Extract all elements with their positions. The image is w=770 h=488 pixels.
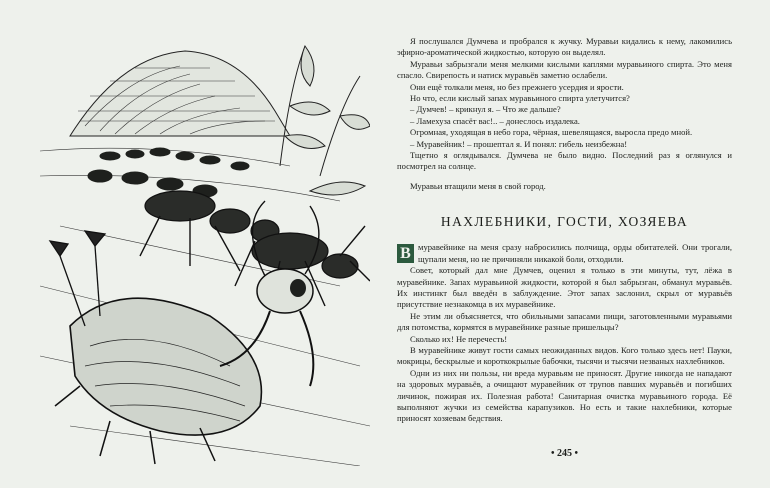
paragraph: Муравьи забрызгали меня мелкими кислыми каплями муравьиного спирта. Это меня спасло. Свирепость и натиск муравьёв заметно ослабели.	[397, 58, 732, 81]
dropcap-paragraph	[397, 242, 732, 265]
paragraph: Совет, который дал мне Думчев, оценил я только в эти минуты, тут, лёжа в муравейнике. Запах муравьиной жидкости, которой я был забрызган, обманул муравьёв. Их инстинкт был введён в заблуждение. Этот запах заслонил, скрыл от муравьёв присутствие незнакомца в их муравейнике.	[397, 265, 732, 310]
paragraph: Огромная, уходящая в небо гора, чёрная, шевелящаяся, выросла предо мной.	[410, 127, 693, 138]
paragraph: Они ещё толкали меня, но без прежнего усердия и ярости.	[410, 81, 624, 92]
paragraph: – Думчев! – крикнул я. – Что же дальше?	[410, 104, 561, 115]
paragraph: Но что, если кислый запах муравьиного спирта улетучится?	[410, 93, 630, 104]
page-number: • 245 •	[550, 448, 578, 459]
paragraph: Муравьи втащили меня в свой город.	[410, 180, 546, 191]
paragraph: Я послушался Думчева и пробрался к жучку. Муравьи кидались к нему, лакомились эфирно-ароматической жидкостью, которую он выделял.	[397, 36, 732, 58]
paragraph: Одни из них ни пользы, ни вреда муравьям не приносят. Другие никогда не нападают на здоровых муравьёв, а очищают муравейник от трупов павших муравьёв и погибших личинок, пожирая их. Полезная работа! Санитарная очистка муравьиного города. Её выполняют жучки из семейства карапузиков. Но есть и такие нахлебники, которые приносят хозяевам бедствия.	[397, 367, 732, 424]
paragraph: Не этим ли объясняется, что обильными запасами пищи, заготовленными муравьями для потомства, кормятся в муравейнике разные пришельцы?	[397, 310, 732, 333]
paragraph: – Ламехуза спасёт вас!.. – донеслось издалека.	[410, 115, 580, 126]
dropcap-paragraph-text: муравейнике на меня сразу набросились полчища, орды обитателей. Они трогали, щупали меня, но не причиняли никакой боли, отходили.	[418, 242, 732, 264]
paragraph: Сколько их! Не перечесть!	[410, 333, 508, 344]
text-column	[397, 36, 732, 425]
paragraph: В муравейнике живут гости самых неожиданных видов. Кого только здесь нет! Пауки, мокрицы, бескрылые и короткокрылые бабочки, тысячи и тысячи незваных нахлебников.	[397, 344, 732, 367]
dropcap-letter: В	[397, 244, 414, 263]
paragraph: Тщетно я оглядывался. Думчева не было видно. Последний раз я оглянулся и посмотрел на солнце.	[397, 150, 732, 172]
chapter-heading: НАХЛЕБНИКИ, ГОСТИ, ХОЗЯЕВА	[440, 214, 689, 230]
ant-illustration	[40, 26, 370, 466]
paragraph: – Муравейник! – прошептал я. И понял: гибель неизбежна!	[410, 138, 628, 149]
